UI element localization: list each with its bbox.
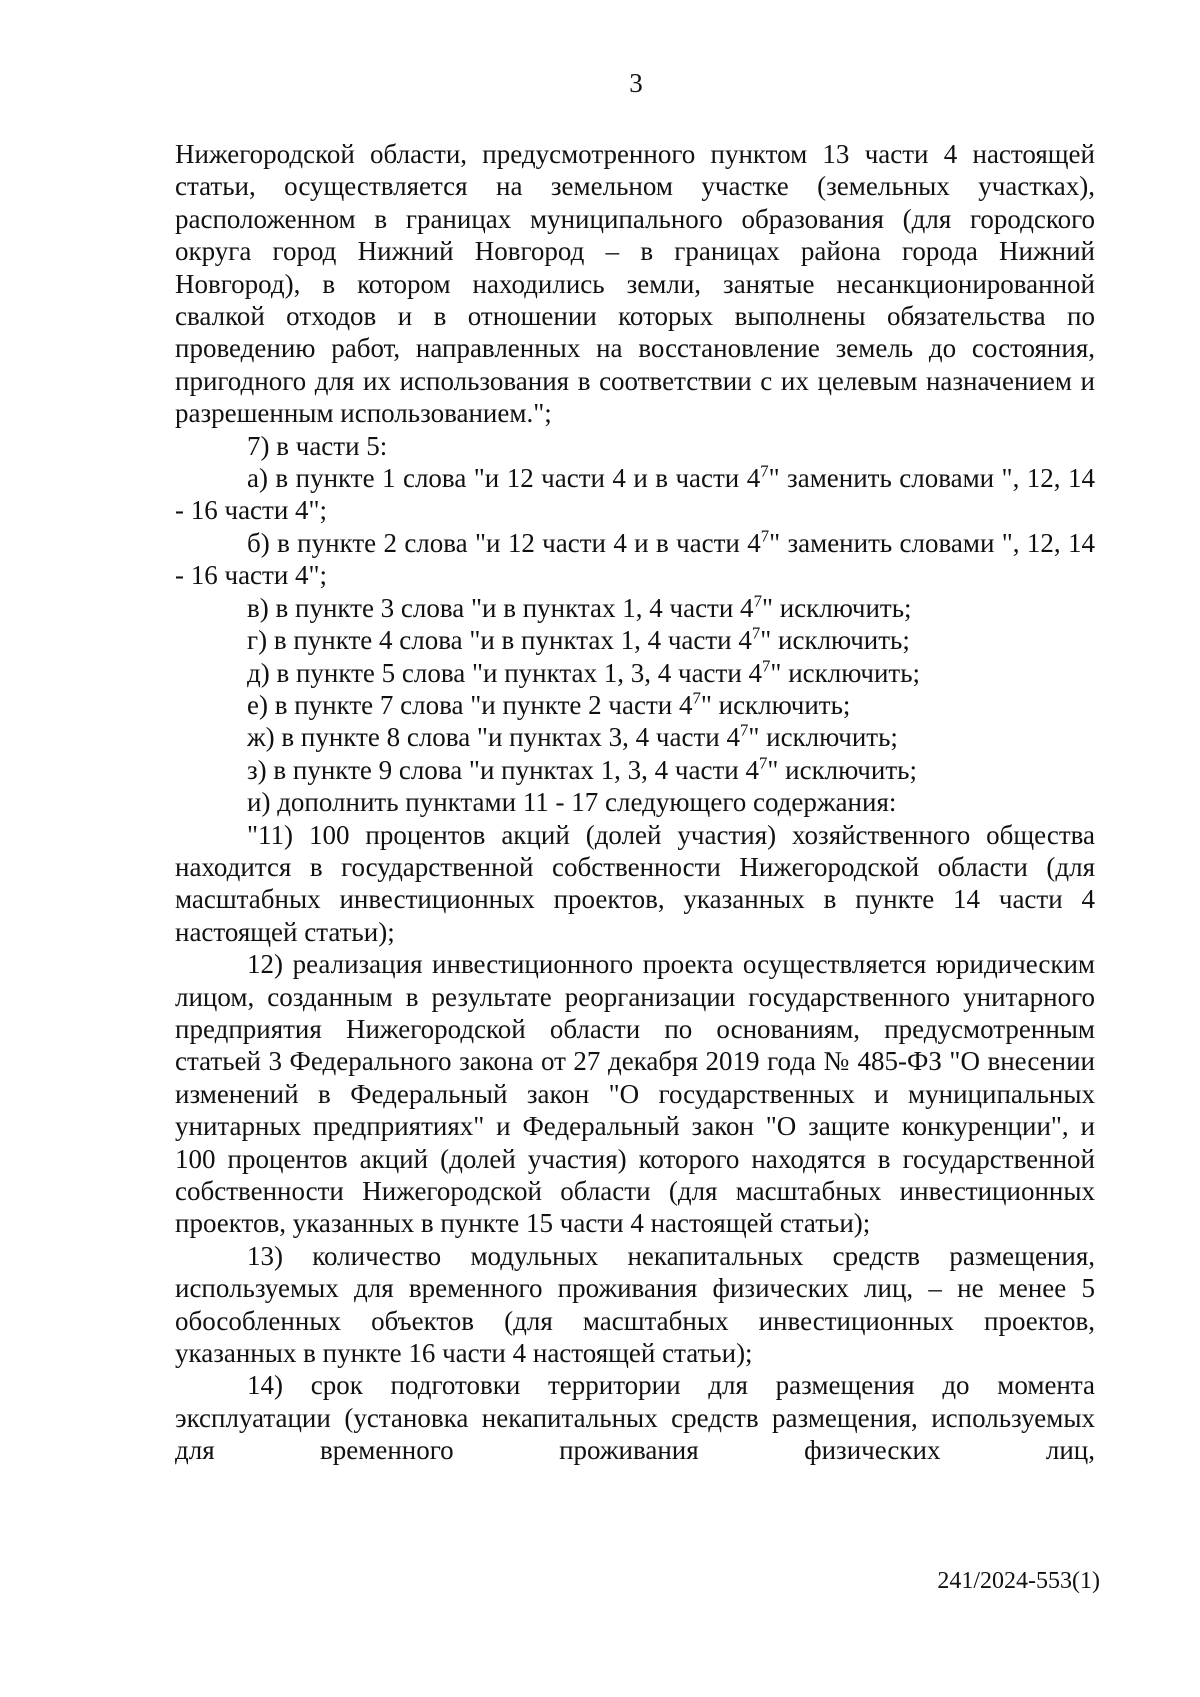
paragraph-point-14: 14) срок подготовки территории для размещения до момента эксплуатации (установка некапитальных средств размещения, используемых для временного проживания физических лиц, <box>175 1370 1095 1466</box>
superscript: 7 <box>739 720 749 740</box>
item-a-text: а) в пункте 1 слова "и 12 части 4 и в части 4 <box>247 463 761 494</box>
paragraph-point-11: "11) 100 процентов акций (долей участия) хозяйственного общества находится в государственной собственности Нижегородской области (для масштабных инвестиционных проектов, указанных в пункте 14 части 4 настоящей статьи); <box>175 819 1095 947</box>
paragraph-item-v <box>175 592 1095 624</box>
paragraph-item-e <box>175 689 1095 721</box>
superscript: 7 <box>751 623 761 643</box>
item-zh-text: ж) в пункте 8 слова "и пунктах 3, 4 части 4 <box>247 722 740 753</box>
superscript: 7 <box>760 461 769 481</box>
item-a-tail: " заменить словами ", 12, 14 - 16 части 4"; <box>175 463 1095 526</box>
paragraph-item-d <box>175 657 1095 689</box>
paragraph-item-7: 7) в части 5: <box>247 430 388 461</box>
item-z-text: з) в пункте 9 слова "и пунктах 1, 3, 4 части 4 <box>247 754 759 785</box>
superscript: 7 <box>753 591 762 611</box>
document-body <box>175 138 1095 1467</box>
item-v-tail: " исключить; <box>761 592 912 623</box>
paragraph-item-z <box>175 754 1095 786</box>
item-zh-tail: " исключить; <box>748 722 898 753</box>
paragraph-continuation: Нижегородской области, предусмотренного пунктом 13 части 4 настоящей статьи, осуществляется на земельном участке (земельных участках), расположенном в границах муниципального образования (для городского округа город Нижний Новгород – в границах района города Нижний Новгород), в котором находились земли, занятые несанкционированной свалкой отходов и в отношении которых выполнены обязательства по проведению работ, направленных на восстановление земель до состояния, пригодного для их использования в соответствии с их целевым назначением и разрешенным использованием."; <box>175 139 1095 429</box>
item-e-text: е) в пункте 7 слова "и пункте 2 части 4 <box>247 689 693 720</box>
superscript: 7 <box>692 688 701 708</box>
paragraph-point-12: 12) реализация инвестиционного проекта осуществляется юридическим лицом, созданным в результате реорганизации государственного унитарного предприятия Нижегородской области по основаниям, предусмотренным статьей 3 Федерального закона от 27 декабря 2019 года № 485-ФЗ "О внесении изменений в Федеральный закон "О государственных и муниципальных унитарных предприятиях" и Федеральный закон "О защите конкуренции", и 100 процентов акций (долей участия) которого находятся в государственной собственности Нижегородской области (для масштабных инвестиционных проектов, указанных в пункте 15 части 4 настоящей статьи); <box>175 949 1095 1239</box>
item-v-text: в) в пункте 3 слова "и в пунктах 1, 4 части 4 <box>247 592 754 623</box>
paragraph-item-a <box>175 462 1095 527</box>
paragraph-item-b <box>175 527 1095 592</box>
superscript: 7 <box>760 526 770 546</box>
item-d-tail: " исключить; <box>770 657 921 688</box>
superscript: 7 <box>758 753 768 773</box>
superscript: 7 <box>762 656 771 676</box>
paragraph-point-13: 13) количество модульных некапитальных средств размещения, используемых для временного проживания физических лиц, – не менее 5 обособленных объектов (для масштабных инвестиционных проектов, указанных в пункте 16 части 4 настоящей статьи); <box>175 1240 1095 1369</box>
item-z-tail: " исключить; <box>767 754 917 785</box>
item-b-tail: " заменить словами ", 12, 14 - 16 части 4"; <box>175 527 1095 591</box>
paragraph-item-zh <box>175 721 1095 753</box>
item-b-text: б) в пункте 2 слова "и 12 части 4 и в части 4 <box>247 527 761 558</box>
page-number: 3 <box>629 68 643 98</box>
item-e-tail: " исключить; <box>700 689 851 720</box>
item-g-tail: " исключить; <box>760 625 910 656</box>
item-g-text: г) в пункте 4 слова "и в пунктах 1, 4 части 4 <box>247 625 752 656</box>
item-d-text: д) в пункте 5 слова "и пунктах 1, 3, 4 части 4 <box>247 657 763 688</box>
paragraph-item-g <box>175 624 1095 656</box>
paragraph-item-i: и) дополнить пунктами 11 - 17 следующего содержания: <box>247 787 897 818</box>
document-code: 241/2024-553(1) <box>937 1568 1100 1594</box>
